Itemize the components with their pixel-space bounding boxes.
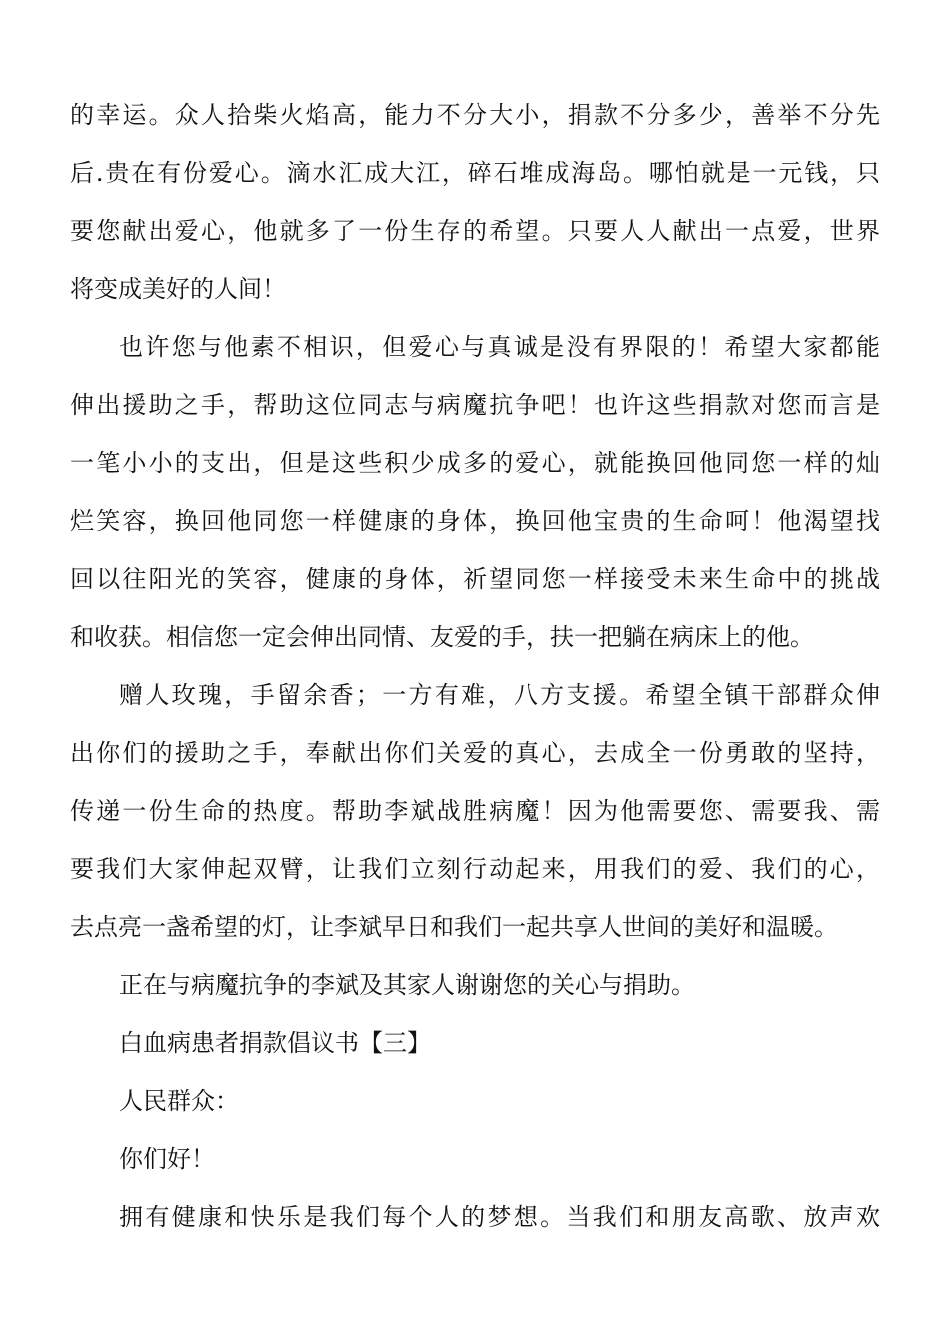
text-line: 也许您与他素不相识，但爱心与真诚是没有界限的！希望大家都能: [119, 333, 880, 361]
text-line: 将变成美好的人间！: [70, 275, 286, 303]
text-line: 伸出援助之手，帮助这位同志与病魔抗争吧！也许这些捐款对您而言是: [70, 391, 880, 419]
paragraph-dream: [70, 1188, 880, 1246]
text-line: 要我们大家伸起双臂，让我们立刻行动起来，用我们的爱、我们的心，: [70, 855, 880, 883]
text-line: 和收获。相信您一定会伸出同情、友爱的手，扶一把躺在病床上的他。: [70, 623, 814, 651]
text-line: 拥有健康和快乐是我们每个人的梦想。当我们和朋友高歌、放声欢: [119, 1203, 880, 1231]
text-line: 你们好！: [119, 1145, 215, 1173]
text-line: 要您献出爱心，他就多了一份生存的希望。只要人人献出一点爱，世界: [70, 217, 880, 245]
text-line: 人民群众：: [119, 1087, 239, 1115]
paragraph-continuation: [70, 86, 880, 318]
text-line: 正在与病魔抗争的李斌及其家人谢谢您的关心与捐助。: [119, 971, 695, 999]
paragraph-thanks: [70, 956, 880, 1014]
text-line: 的幸运。众人拾柴火焰高，能力不分大小，捐款不分多少，善举不分先: [70, 101, 880, 129]
text-line: 出你们的援助之手，奉献出你们关爱的真心，去成全一份勇敢的坚持，: [70, 739, 880, 767]
text-line: 一笔小小的支出，但是这些积少成多的爱心，就能换回他同您一样的灿: [70, 449, 880, 477]
text-line: 回以往阳光的笑容，健康的身体，祈望同您一样接受未来生命中的挑战: [70, 565, 880, 593]
text-line: 去点亮一盏希望的灯，让李斌早日和我们一起共享人世间的美好和温暖。: [70, 913, 838, 941]
paragraph-sincerity: [70, 318, 880, 666]
text-line: 烂笑容，换回他同您一样健康的身体，换回他宝贵的生命呵！他渴望找: [70, 507, 880, 535]
salutation: [70, 1072, 880, 1130]
text-line: 传递一份生命的热度。帮助李斌战胜病魔！因为他需要您、需要我、需: [70, 797, 880, 825]
greeting: [70, 1130, 880, 1188]
section-heading: [70, 1014, 880, 1072]
paragraph-roses: [70, 666, 880, 956]
text-line: 后.贵在有份爱心。滴水汇成大江，碎石堆成海岛。哪怕就是一元钱，只: [70, 159, 880, 187]
document-body: [70, 86, 880, 1246]
text-line: 赠人玫瑰，手留余香；一方有难，八方支援。希望全镇干部群众伸: [119, 681, 880, 709]
text-line: 白血病患者捐款倡议书【三】: [119, 1029, 431, 1057]
